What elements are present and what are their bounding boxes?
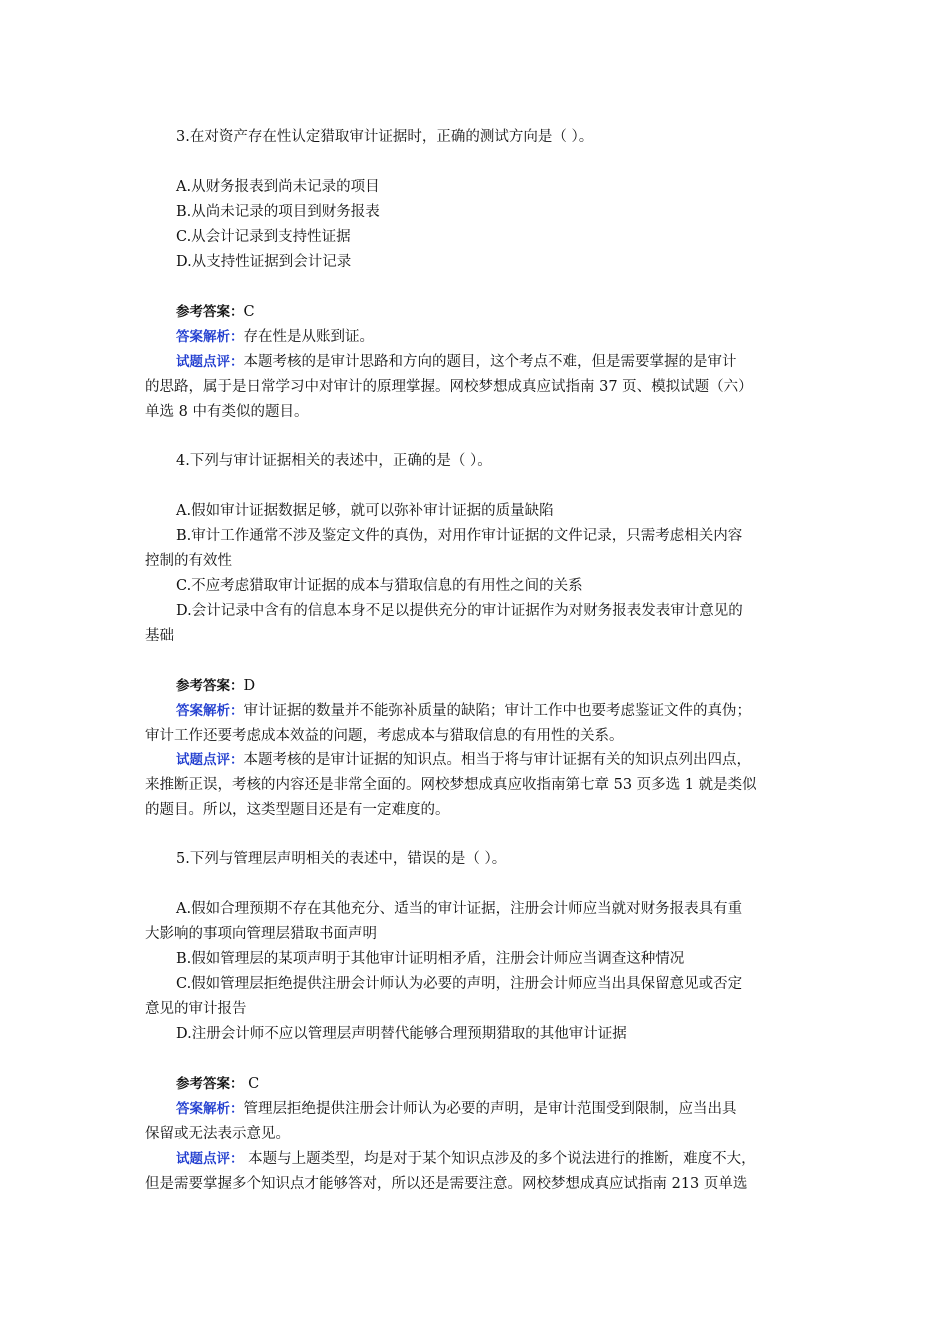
option-d-cont: 基础 [145,628,174,644]
question-stem: 4.下列与审计证据相关的表述中，正确的是（ ）。 [176,453,492,469]
analysis-line [176,327,374,347]
answer-value: D [243,678,256,694]
analysis-text: 管理层拒绝提供注册会计师认为必要的声明，是审计范围受到限制，应当出具 [243,1101,737,1117]
question-stem: 3.在对资产存在性认定猎取审计证据时，正确的测试方向是（ ）。 [176,129,594,145]
answer-label: 参考答案： [176,304,244,320]
analysis-text: 存在性是从账到证。 [243,329,374,345]
option-c-cont: 意见的审计报告 [145,1001,247,1017]
question-stem: 5.下列与管理层声明相关的表述中，错误的是（ ）。 [176,851,507,867]
answer-label: 参考答案： [176,678,244,694]
answer-line [176,676,255,696]
option-b-cont: 控制的有效性 [145,553,232,569]
comment-line [176,1149,756,1169]
option-a: A.假如合理预期不存在其他充分、适当的审计证据，注册会计师应当就对财务报表具有重 [176,901,743,917]
answer-line [176,1074,259,1094]
answer-value: C [243,1076,260,1092]
answer-label: 参考答案： [176,1076,244,1092]
analysis-line [176,701,751,721]
analysis-label: 答案解析： [176,703,244,719]
option-b: B.从尚未记录的项目到财务报表 [176,204,380,220]
option-a-cont: 大影响的事项向管理层猎取书面声明 [145,926,377,942]
comment-line [176,352,737,372]
comment-text: 本题与上题类型，均是对于某个知识点涉及的多个说法进行的推断，难度不大， [243,1151,756,1167]
option-d: D.注册会计师不应以管理层声明替代能够合理预期猎取的其他审计证据 [176,1026,627,1042]
comment-label: 试题点评： [176,1151,244,1167]
option-b: B.审计工作通常不涉及鉴定文件的真伪，对用作审计证据的文件记录，只需考虑相关内容 [176,528,743,544]
option-b: B.假如管理层的某项声明于其他审计证明相矛盾，注册会计师应当调查这种情况 [176,951,685,967]
analysis-line [176,1099,737,1119]
comment-label: 试题点评： [176,354,244,370]
comment-text: 本题考核的是审计证据的知识点。相当于将与审计证据有关的知识点列出四点， [243,752,751,768]
analysis-text: 保留或无法表示意见。 [145,1126,290,1142]
answer-value: C [243,304,255,320]
option-a: A.从财务报表到尚未记录的项目 [176,179,380,195]
analysis-label: 答案解析： [176,1101,244,1117]
option-c: C.从会计记录到支持性证据 [176,229,351,245]
analysis-text: 审计工作还要考虑成本效益的问题，考虑成本与猎取信息的有用性的关系。 [145,728,624,744]
comment-line [176,750,751,770]
comment-text: 的题目。所以，这类型题目还是有一定难度的。 [145,802,450,818]
option-d: D.从支持性证据到会计记录 [176,254,352,270]
comment-text: 的思路，属于是日常学习中对审计的原理掌握。网校梦想成真应试指南 37 页、模拟试题（六） [145,379,753,395]
comment-text: 单选 8 中有类似的题目。 [145,404,309,420]
comment-label: 试题点评： [176,752,244,768]
analysis-text: 审计证据的数量并不能弥补质量的缺陷；审计工作中也要考虑鉴证文件的真伪； [243,703,751,719]
comment-text: 本题考核的是审计思路和方向的题目，这个考点不难，但是需要掌握的是审计 [243,354,737,370]
option-c: C.不应考虑猎取审计证据的成本与猎取信息的有用性之间的关系 [176,578,583,594]
option-d: D.会计记录中含有的信息本身不足以提供充分的审计证据作为对财务报表发表审计意见的 [176,603,743,619]
comment-text: 但是需要掌握多个知识点才能够答对，所以还是需要注意。网校梦想成真应试指南 213 页单选 [145,1176,748,1192]
analysis-label: 答案解析： [176,329,244,345]
option-a: A.假如审计证据数据足够，就可以弥补审计证据的质量缺陷 [176,503,554,519]
option-c: C.假如管理层拒绝提供注册会计师认为必要的声明，注册会计师应当出具保留意见或否定 [176,976,743,992]
comment-text: 来推断正误，考核的内容还是非常全面的。网校梦想成真应收指南第七章 53 页多选 1 就是类似 [145,777,757,793]
answer-line [176,302,255,322]
